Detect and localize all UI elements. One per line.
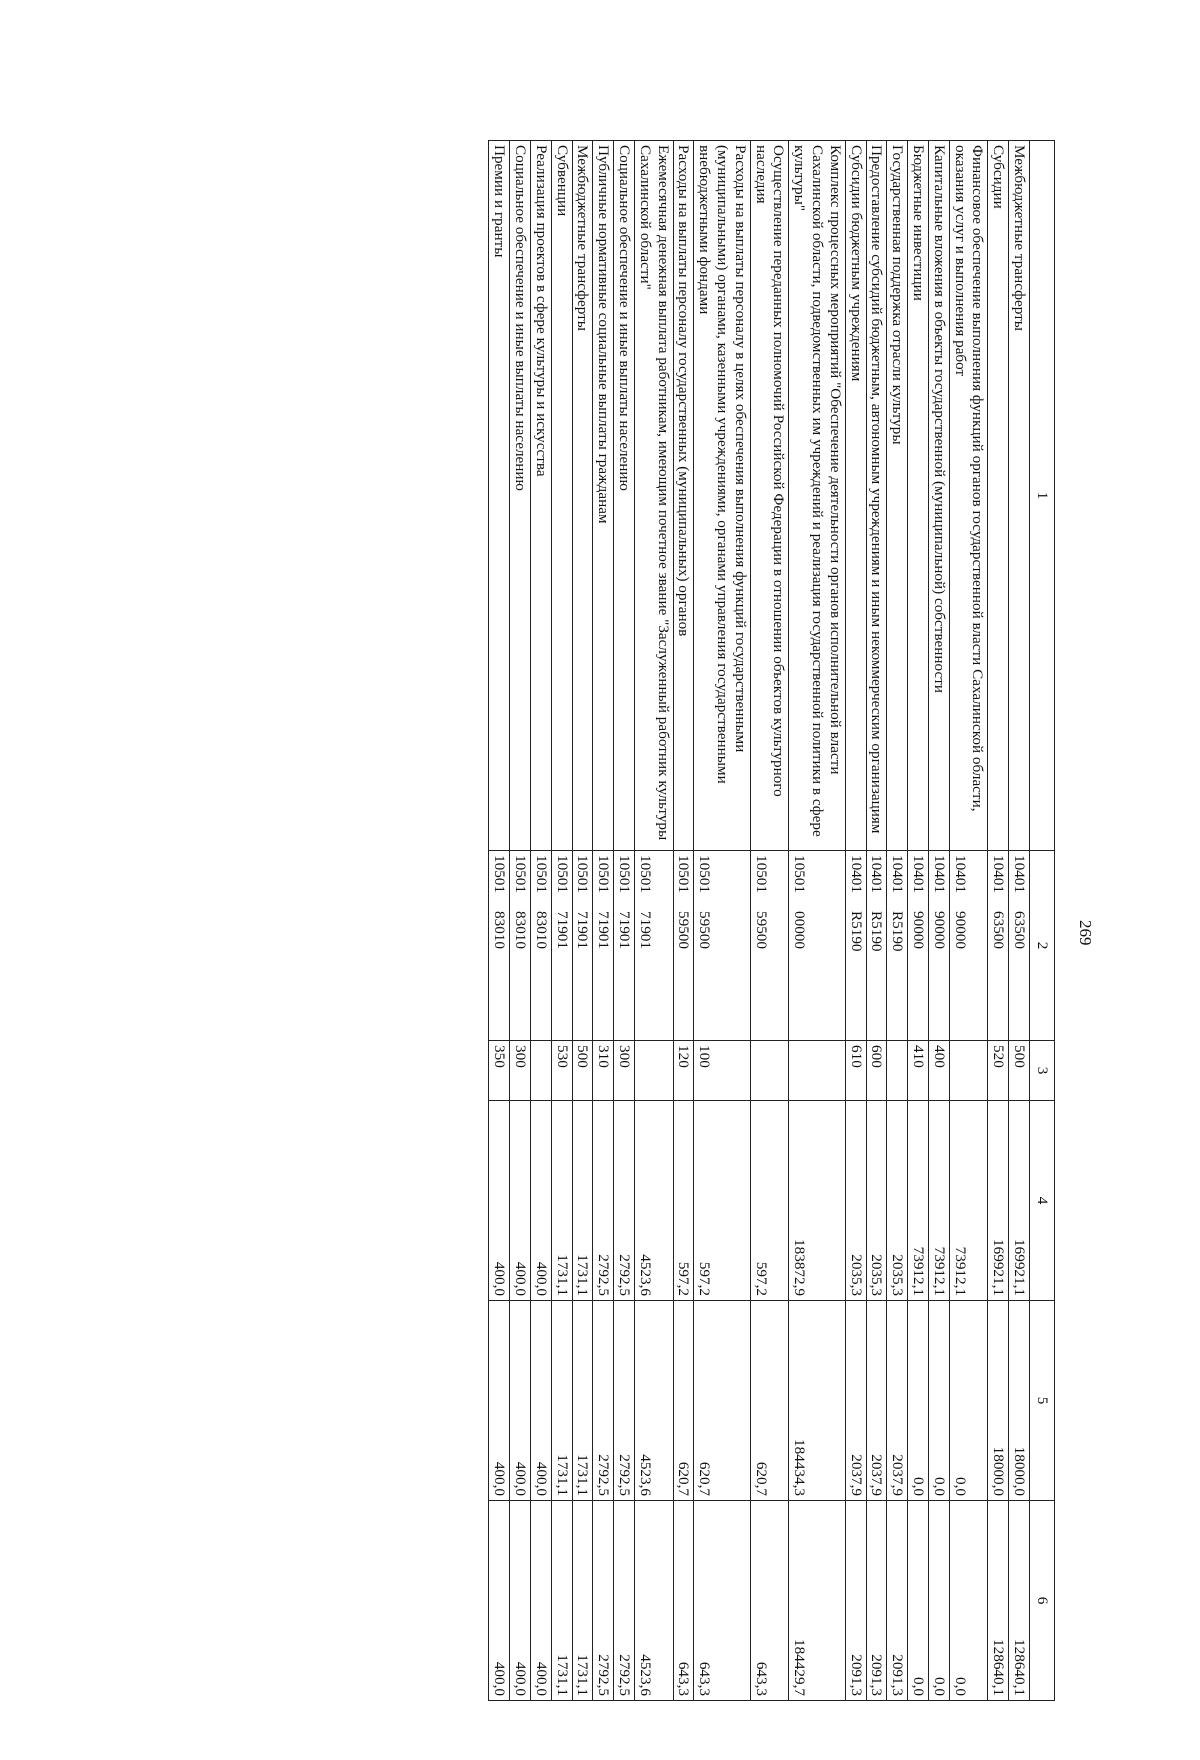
row-value-col6: 2091,3 (845, 1501, 866, 1701)
table-row (510, 141, 531, 1701)
row-expense-type: 500 (1009, 1041, 1030, 1101)
row-expense-type: 410 (908, 1041, 929, 1101)
row-code (887, 851, 908, 1041)
code-direction: 71901 (553, 911, 571, 949)
table-row (694, 141, 750, 1701)
row-code (572, 851, 593, 1041)
row-value-col5: 400,0 (489, 1301, 510, 1501)
row-name: Реализация проектов в сфере культуры и искусства (531, 141, 552, 851)
row-value-col6: 0,0 (908, 1501, 929, 1701)
code-program: 10401 (1011, 855, 1028, 893)
row-name: Публичные нормативные социальные выплаты гражданам (593, 141, 614, 851)
table-row (489, 141, 510, 1701)
code-program: 10501 (696, 855, 714, 893)
row-code (845, 851, 866, 1041)
row-value-col4: 169921,1 (988, 1101, 1009, 1301)
table-row (593, 141, 614, 1701)
table-header (1030, 141, 1055, 1701)
row-code (694, 851, 750, 1041)
header-col-3: 3 (1030, 1041, 1055, 1101)
row-name: Социальное обеспечение и иные выплаты населению (510, 141, 531, 851)
code-program: 10401 (889, 855, 907, 893)
row-value-col5: 2792,5 (593, 1301, 614, 1501)
code-program: 10501 (574, 855, 592, 893)
row-value-col6: 400,0 (531, 1501, 552, 1701)
row-expense-type: 500 (572, 1041, 593, 1101)
row-value-col4: 400,0 (510, 1101, 531, 1301)
row-value-col5: 2037,9 (845, 1301, 866, 1501)
row-code (929, 851, 950, 1041)
table-row (866, 141, 887, 1701)
row-code (908, 851, 929, 1041)
row-value-col6: 2792,5 (614, 1501, 635, 1701)
code-program: 10401 (990, 855, 1008, 893)
row-name: Государственная поддержка отрасли культуры (887, 141, 908, 851)
row-code (673, 851, 694, 1041)
header-col-5: 5 (1030, 1301, 1055, 1501)
budget-table (488, 140, 1055, 1701)
row-value-col5: 1731,1 (572, 1301, 593, 1501)
table-row (572, 141, 593, 1701)
row-value-col4: 2035,3 (866, 1101, 887, 1301)
row-value-col5: 620,7 (750, 1301, 789, 1501)
row-value-col6: 643,3 (673, 1501, 694, 1701)
code-direction: 00000 (791, 911, 809, 949)
code-program: 10501 (512, 855, 530, 893)
row-value-col5: 620,7 (673, 1301, 694, 1501)
row-name: Ежемесячная денежная выплата работникам, имеющим почетное звание "Заслуженный работник культуры Сахалинской области" (635, 141, 674, 851)
code-program: 10501 (553, 855, 571, 893)
row-value-col5: 2037,9 (887, 1301, 908, 1501)
row-value-col6: 128640,1 (1009, 1501, 1030, 1701)
row-expense-type: 300 (614, 1041, 635, 1101)
row-value-col5: 2037,9 (866, 1301, 887, 1501)
row-value-col4: 73912,1 (929, 1101, 950, 1301)
row-value-col6: 4523,6 (635, 1501, 674, 1701)
row-value-col5: 1731,1 (551, 1301, 572, 1501)
row-expense-type (635, 1041, 674, 1101)
code-direction: 71901 (636, 911, 654, 949)
row-name: Межбюджетные трансферты (572, 141, 593, 851)
row-code (866, 851, 887, 1041)
row-value-col6: 128640,1 (988, 1501, 1009, 1701)
row-expense-type: 310 (593, 1041, 614, 1101)
row-code (750, 851, 789, 1041)
row-expense-type: 610 (845, 1041, 866, 1101)
row-value-col6: 1731,1 (572, 1501, 593, 1701)
row-value-col6: 643,3 (694, 1501, 750, 1701)
code-direction: R5190 (889, 911, 907, 952)
row-expense-type: 520 (988, 1041, 1009, 1101)
code-direction: R5190 (868, 911, 886, 952)
row-value-col5: 400,0 (531, 1301, 552, 1501)
row-value-col4: 400,0 (489, 1101, 510, 1301)
table-row (949, 141, 988, 1701)
code-direction: 83010 (532, 911, 550, 949)
code-program: 10401 (868, 855, 886, 893)
code-program: 10501 (616, 855, 634, 893)
row-expense-type (789, 1041, 845, 1101)
row-name: Расходы на выплаты персоналу государственных (муниципальных) органов (673, 141, 694, 851)
row-name: Комплекс процессных мероприятий "Обеспечение деятельности органов исполнительной власти Сахалинской области, подведомственных им учреждений и реализация государственной политики в сфере культуры" (789, 141, 845, 851)
row-expense-type: 400 (929, 1041, 950, 1101)
code-program: 10501 (491, 855, 509, 893)
row-name: Межбюджетные трансферты (1009, 141, 1030, 851)
row-name: Расходы на выплаты персоналу в целях обеспечения выполнения функций государственными (муниципальными) органами, казенными учреждениями, органами управления государственными внебюджетными фондами (694, 141, 750, 851)
row-value-col4: 2035,3 (887, 1101, 908, 1301)
row-expense-type: 600 (866, 1041, 887, 1101)
code-program: 10501 (636, 855, 654, 893)
code-direction: 90000 (910, 911, 928, 949)
row-value-col4: 597,2 (673, 1101, 694, 1301)
code-direction: 63500 (990, 911, 1008, 949)
header-col-1: 1 (1030, 141, 1055, 851)
row-value-col5: 620,7 (694, 1301, 750, 1501)
code-program: 10401 (910, 855, 928, 893)
row-code (510, 851, 531, 1041)
row-name: Капитальные вложения в объекты государственной (муниципальной) собственности (929, 141, 950, 851)
code-direction: 71901 (595, 911, 613, 949)
row-value-col6: 184429,7 (789, 1501, 845, 1701)
row-value-col5: 2792,5 (614, 1301, 635, 1501)
row-value-col4: 400,0 (531, 1101, 552, 1301)
code-program: 10501 (791, 855, 809, 893)
code-program: 10501 (532, 855, 550, 893)
code-direction: 63500 (1011, 911, 1028, 949)
row-value-col5: 18000,0 (988, 1301, 1009, 1501)
row-code (489, 851, 510, 1041)
row-value-col6: 0,0 (929, 1501, 950, 1701)
table-row (551, 141, 572, 1701)
table-row (908, 141, 929, 1701)
table-row (845, 141, 866, 1701)
row-expense-type: 300 (510, 1041, 531, 1101)
row-name: Осуществление переданных полномочий Российской Федерации в отношении объектов культурного наследия (750, 141, 789, 851)
code-program: 10501 (752, 855, 770, 893)
code-program: 10501 (595, 855, 613, 893)
row-name: Финансовое обеспечение выполнения функций органов государственной власти Сахалинской области, оказания услуг и выполнения работ (949, 141, 988, 851)
code-direction: 83010 (512, 911, 530, 949)
row-expense-type: 350 (489, 1041, 510, 1101)
row-expense-type (949, 1041, 988, 1101)
row-value-col6: 2091,3 (887, 1501, 908, 1701)
table-row (789, 141, 845, 1701)
table-row (988, 141, 1009, 1701)
code-direction: 90000 (930, 911, 948, 949)
row-code (988, 851, 1009, 1041)
row-code (593, 851, 614, 1041)
table-row (635, 141, 674, 1701)
row-name: Предоставление субсидий бюджетным, автономным учреждениям и иным некоммерческим организациям (866, 141, 887, 851)
row-code (1009, 851, 1030, 1041)
row-value-col4: 597,2 (750, 1101, 789, 1301)
row-expense-type (750, 1041, 789, 1101)
code-direction: 71901 (616, 911, 634, 949)
row-expense-type: 100 (694, 1041, 750, 1101)
row-value-col4: 1731,1 (572, 1101, 593, 1301)
row-value-col5: 184434,3 (789, 1301, 845, 1501)
row-name: Субвенции (551, 141, 572, 851)
code-program: 10501 (675, 855, 693, 893)
table-row (1009, 141, 1030, 1701)
code-direction: 71901 (574, 911, 592, 949)
row-value-col6: 643,3 (750, 1501, 789, 1701)
code-program: 10401 (930, 855, 948, 893)
row-value-col4: 4523,6 (635, 1101, 674, 1301)
row-code (949, 851, 988, 1041)
row-value-col4: 1731,1 (551, 1101, 572, 1301)
row-value-col6: 0,0 (949, 1501, 988, 1701)
table-row (887, 141, 908, 1701)
code-direction: 90000 (951, 911, 969, 949)
row-value-col5: 0,0 (929, 1301, 950, 1501)
table-row (614, 141, 635, 1701)
row-value-col5: 4523,6 (635, 1301, 674, 1501)
row-value-col4: 2792,5 (593, 1101, 614, 1301)
row-value-col5: 18000,0 (1009, 1301, 1030, 1501)
code-direction: 59500 (696, 911, 714, 949)
table-body (489, 141, 1030, 1701)
row-code (551, 851, 572, 1041)
table-row (531, 141, 552, 1701)
row-name: Субсидии бюджетным учреждениям (845, 141, 866, 851)
header-row (1030, 141, 1055, 1701)
row-expense-type: 530 (551, 1041, 572, 1101)
code-direction: 59500 (752, 911, 770, 949)
row-name: Бюджетные инвестиции (908, 141, 929, 851)
row-expense-type (887, 1041, 908, 1101)
table-row (673, 141, 694, 1701)
row-value-col4: 73912,1 (949, 1101, 988, 1301)
row-code (635, 851, 674, 1041)
row-value-col6: 2792,5 (593, 1501, 614, 1701)
row-value-col5: 0,0 (908, 1301, 929, 1501)
header-col-2: 2 (1030, 851, 1055, 1041)
code-direction: R5190 (847, 911, 865, 952)
row-value-col4: 73912,1 (908, 1101, 929, 1301)
code-direction: 83010 (491, 911, 509, 949)
code-direction: 59500 (675, 911, 693, 949)
table-row (929, 141, 950, 1701)
row-code (789, 851, 845, 1041)
row-value-col6: 400,0 (510, 1501, 531, 1701)
row-code (614, 851, 635, 1041)
page-number: 269 (1076, 920, 1095, 946)
row-expense-type: 120 (673, 1041, 694, 1101)
row-value-col4: 169921,1 (1009, 1101, 1030, 1301)
row-name: Социальное обеспечение и иные выплаты населению (614, 141, 635, 851)
row-name: Субсидии (988, 141, 1009, 851)
row-code (531, 851, 552, 1041)
table-row (750, 141, 789, 1701)
row-value-col4: 2035,3 (845, 1101, 866, 1301)
row-expense-type (531, 1041, 552, 1101)
row-value-col5: 0,0 (949, 1301, 988, 1501)
row-value-col6: 400,0 (489, 1501, 510, 1701)
rotated-page (50, 140, 1100, 1760)
header-col-4: 4 (1030, 1101, 1055, 1301)
row-value-col6: 1731,1 (551, 1501, 572, 1701)
row-value-col5: 400,0 (510, 1301, 531, 1501)
row-name: Премии и гранты (489, 141, 510, 851)
row-value-col6: 2091,3 (866, 1501, 887, 1701)
code-program: 10401 (847, 855, 865, 893)
row-value-col4: 183872,9 (789, 1101, 845, 1301)
row-value-col4: 2792,5 (614, 1101, 635, 1301)
row-value-col4: 597,2 (694, 1101, 750, 1301)
header-col-6: 6 (1030, 1501, 1055, 1701)
code-program: 10401 (951, 855, 969, 893)
